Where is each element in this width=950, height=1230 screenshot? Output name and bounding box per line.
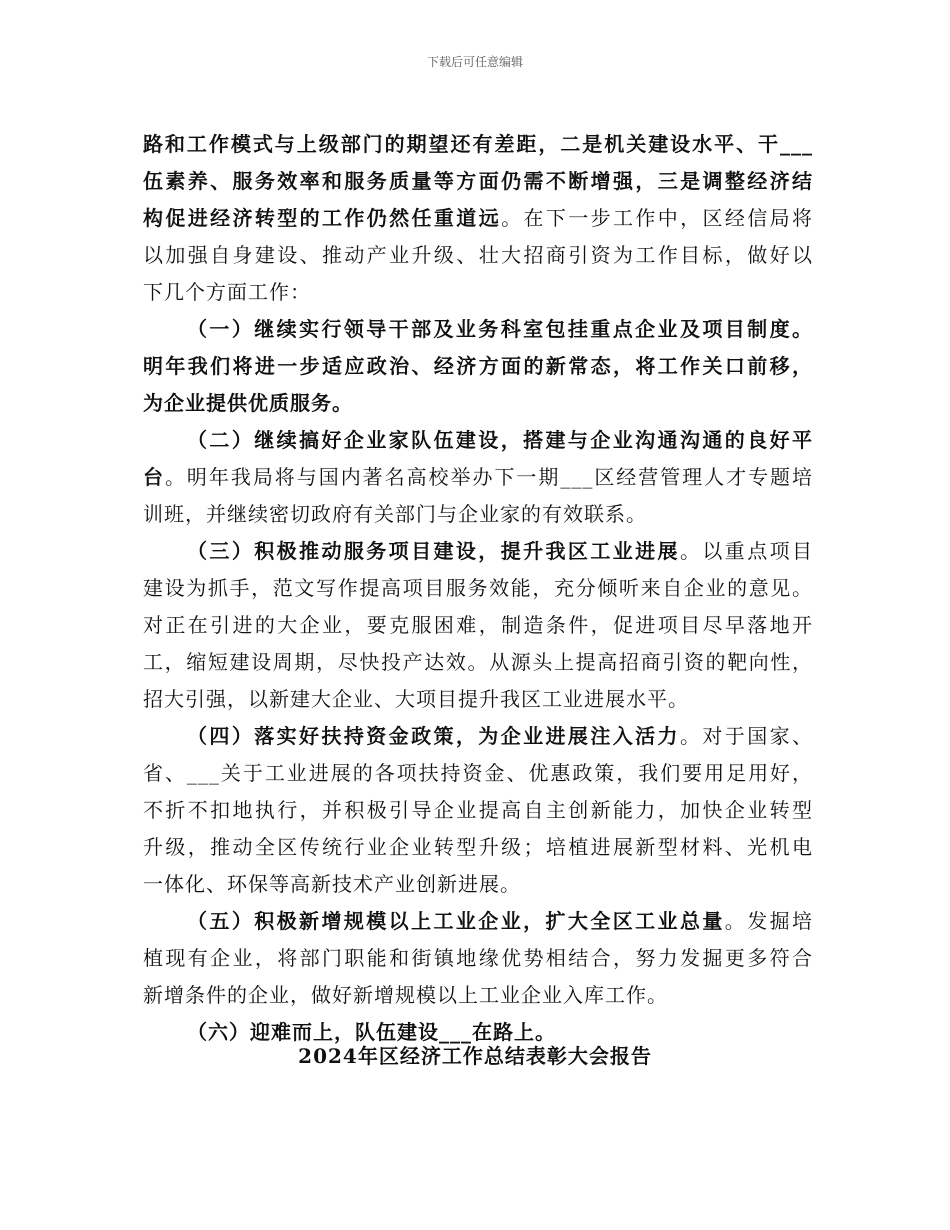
- section-heading-5: （五）积极新增规模以上工业企业，扩大全区工业总量。发掘培: [187, 909, 814, 933]
- text-line: 一体化、环保等高新技术产业创新进展。: [143, 872, 521, 896]
- section-heading-2: （二）继续搞好企业家队伍建设，搭建与企业沟通沟通的良好平: [187, 428, 813, 452]
- page-header: 下载后可任意编辑: [426, 55, 523, 69]
- text-line: 训班，并继续密切政府有关部门与企业家的有效联系。: [143, 502, 647, 526]
- document-title: 2024年区经济工作总结表彰大会报告: [298, 1044, 652, 1068]
- section-heading-6: （六）迎难而上，队伍建设___在路上。: [187, 1020, 556, 1044]
- text-line: 下几个方面工作：: [143, 280, 311, 304]
- text-line: 明年我们将进一步适应政治、经济方面的新常态，将工作关口前移，: [143, 354, 813, 378]
- text-line: 构促进经济转型的工作仍然任重道远。在下一步工作中，区经信局将: [143, 206, 814, 230]
- text-line: 新增条件的企业，做好新增规模以上工业企业入库工作。: [143, 983, 668, 1007]
- text-line: 省、___关于工业进展的各项扶持资金、优惠政策，我们要用足用好，: [143, 761, 813, 785]
- text-line: 为企业提供优质服务。: [143, 391, 353, 415]
- section-heading-1: （一）继续实行领导干部及业务科室包挂重点企业及项目制度。: [187, 317, 813, 341]
- section-heading-4: （四）落实好扶持资金政策，为企业进展注入活力。对于国家、: [187, 724, 814, 748]
- text-line: 植现有企业，将部门职能和街镇地缘优势相结合，努力发掘更多符合: [143, 946, 813, 970]
- text-line: 招大引强，以新建大企业、大项目提升我区工业进展水平。: [143, 687, 689, 711]
- text-line: 对正在引进的大企业，要克服困难，制造条件，促进项目尽早落地开: [143, 613, 813, 637]
- text-line: 工，缩短建设周期，尽快投产达效。从源头上提高招商引资的靶向性，: [143, 650, 813, 674]
- text-line: 不折不扣地执行，并积极引导企业提高自主创新能力，加快企业转型: [143, 798, 813, 822]
- text-line: 伍素养、服务效率和服务质量等方面仍需不断增强，三是调整经济结: [143, 169, 813, 193]
- text-line: 路和工作模式与上级部门的期望还有差距，二是机关建设水平、干___: [143, 132, 813, 156]
- document-body: [143, 126, 813, 1051]
- text-line: 以加强自身建设、推动产业升级、壮大招商引资为工作目标，做好以: [143, 243, 813, 267]
- text-line: 建设为抓手，范文写作提高项目服务效能，充分倾听来自企业的意见。: [143, 576, 813, 600]
- section-heading-3: （三）积极推动服务项目建设，提升我区工业进展。以重点项目: [187, 539, 814, 563]
- text-line: 台。明年我局将与国内著名高校举办下一期___区经营管理人才专题培: [143, 465, 814, 489]
- text-line: 升级，推动全区传统行业企业转型升级；培植进展新型材料、光机电: [143, 835, 813, 859]
